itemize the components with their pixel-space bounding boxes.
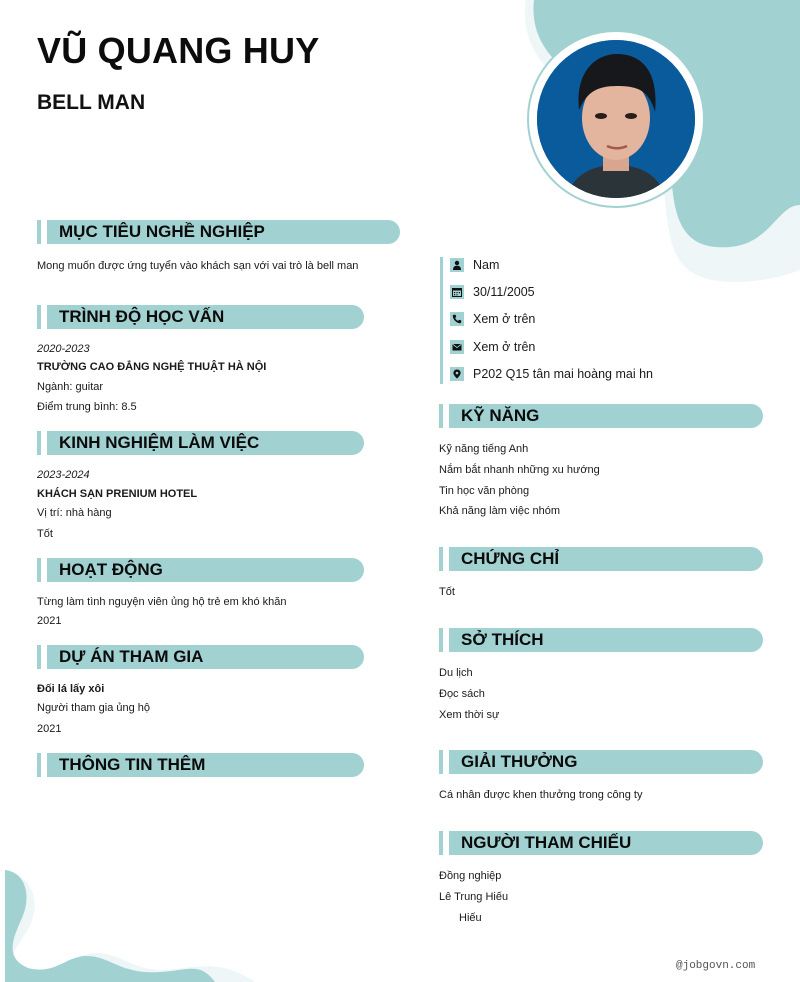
section-accent [37,558,41,582]
section-accent [37,431,41,455]
contact-value: Nam [473,258,500,272]
section-certificates-header [439,547,763,571]
hobby-item: Đọc sách [439,688,485,700]
avatar-frame [527,30,705,208]
experience-period: 2023-2024 [37,469,90,481]
section-title: DỰ ÁN THAM GIA [59,647,204,666]
section-title: NGƯỜI THAM CHIẾU [461,833,632,852]
section-title: KỸ NĂNG [461,406,540,425]
section-title: THÔNG TIN THÊM [59,755,206,774]
calendar-icon [450,285,464,299]
section-title: CHỨNG CHỈ [461,549,560,568]
education-school: TRƯỜNG CAO ĐẲNG NGHỆ THUẬT HÀ NỘI [37,361,267,373]
activities-text: Từng làm tình nguyện viên ủng hộ trẻ em khó khăn [37,596,287,608]
section-title: GIẢI THƯỞNG [461,752,578,771]
avatar [537,40,695,198]
experience-description: Tốt [37,528,53,540]
section-title: HOẠT ĐỘNG [59,560,163,579]
reference-item: Đồng nghiệp [439,870,502,882]
skill-item: Nắm bắt nhanh những xu hướng [439,464,600,476]
activities-year: 2021 [37,615,62,627]
section-accent [439,404,443,428]
skill-item: Khả năng làm việc nhóm [439,505,561,517]
reference-item: Lê Trung Hiếu [439,891,509,903]
education-gpa: Điểm trung bình: 8.5 [37,401,137,413]
contact-value: Xem ở trên [473,312,536,326]
section-title: MỤC TIÊU NGHỀ NGHIỆP [59,222,265,241]
hobby-item: Du lịch [439,667,473,679]
person-icon [450,258,464,272]
project-role: Người tham gia ủng hộ [37,702,151,714]
contact-value: P202 Q15 tân mai hoàng mai hn [473,367,653,381]
location-pin-icon [450,367,464,381]
section-skills-header [439,404,763,428]
candidate-name: VŨ QUANG HUY [37,30,320,71]
contact-accent-rule [440,257,443,384]
hobby-item: Xem thời sự [439,709,500,721]
section-experience-header [37,431,364,455]
section-hobbies-header [439,628,763,652]
section-accent [439,628,443,652]
phone-icon [450,312,464,326]
section-title: SỞ THÍCH [461,630,544,649]
section-projects-header [37,645,364,669]
section-accent [37,220,41,244]
skill-item: Tin học văn phòng [439,485,530,497]
project-year: 2021 [37,723,62,735]
section-accent [439,831,443,855]
section-references-header [439,831,763,855]
career-goal-text: Mong muốn được ứng tuyển vào khách sạn với vai trò là bell man [37,260,359,272]
watermark: @jobgovn.com [676,960,756,972]
section-education-header [37,305,364,329]
contact-value: 30/11/2005 [473,285,535,299]
section-accent [439,750,443,774]
experience-company: KHÁCH SẠN PRENIUM HOTEL [37,488,198,500]
education-major: Ngành: guitar [37,381,104,393]
award-item: Cá nhân được khen thưởng trong công ty [439,789,643,801]
project-name: Đối lá lấy xôi [37,683,105,695]
section-awards-header [439,750,763,774]
section-activities-header [37,558,364,582]
section-career-goal-header [37,220,400,244]
section-accent [37,645,41,669]
section-accent [439,547,443,571]
experience-position: Vị trí: nhà hàng [37,507,112,519]
section-title: TRÌNH ĐỘ HỌC VẤN [59,307,225,326]
job-title: BELL MAN [37,91,146,114]
skill-item: Kỹ năng tiếng Anh [439,443,529,455]
education-period: 2020-2023 [37,343,90,355]
reference-item: Hiếu [459,912,482,924]
section-accent [37,753,41,777]
section-title: KINH NGHIỆM LÀM VIỆC [59,433,260,452]
contact-value: Xem ở trên [473,340,536,354]
section-accent [37,305,41,329]
mail-icon [450,340,464,354]
section-additional-info-header [37,753,364,777]
certificate-item: Tốt [439,586,455,598]
decorative-wave-bottom-left [0,840,300,982]
